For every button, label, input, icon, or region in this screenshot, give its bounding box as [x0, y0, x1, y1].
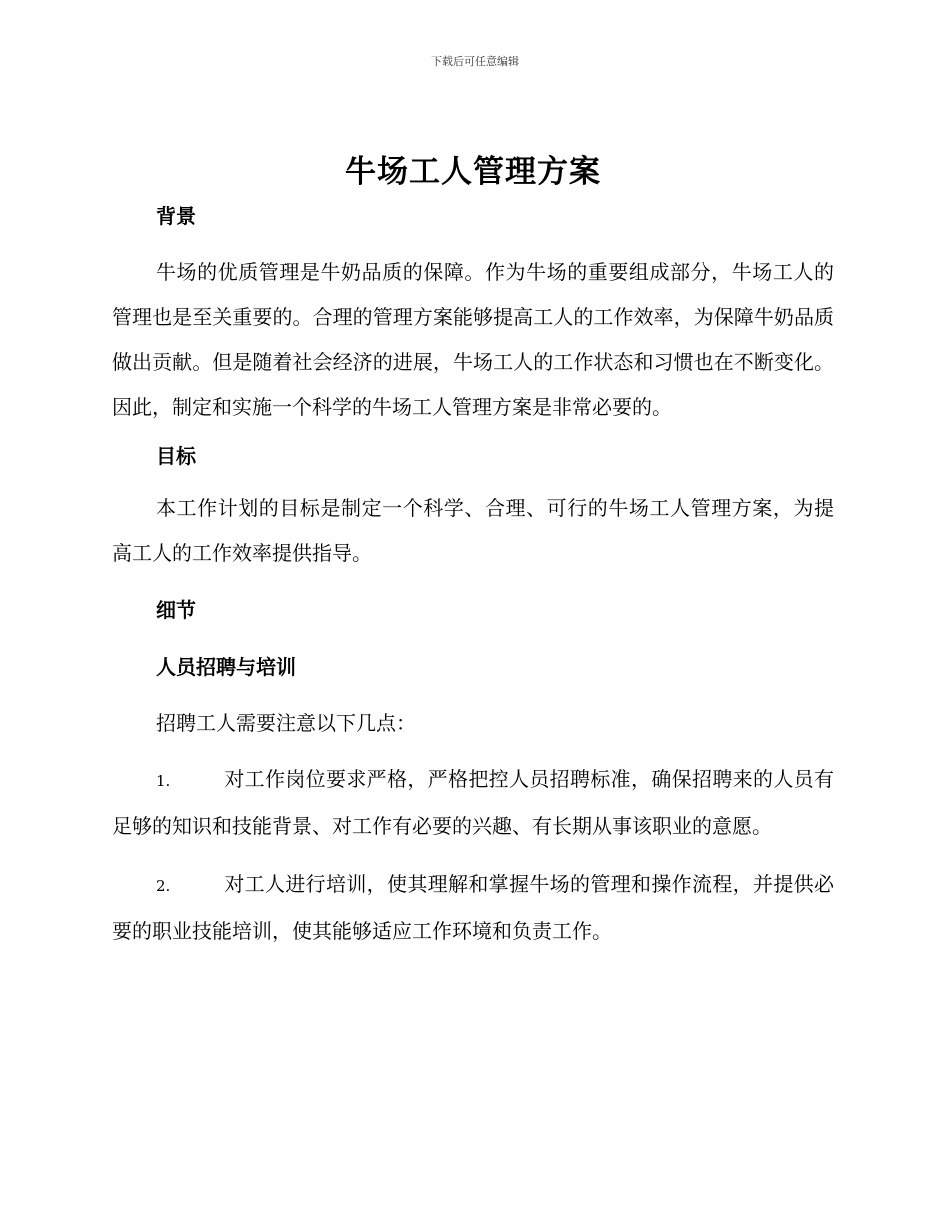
list-item-text: 对工人进行培训，使其理解和掌握牛场的管理和操作流程，并提供必要的职业技能培训，使其能够适应工作环境和负责工作。 — [112, 872, 834, 943]
list-item — [112, 862, 834, 954]
section-heading-background: 背景 — [156, 204, 196, 228]
list-item-number: 1. — [156, 772, 171, 790]
paragraph-goal: 本工作计划的目标是制定一个科学、合理、可行的牛场工人管理方案，为提高工人的工作效率提供指导。 — [112, 496, 834, 565]
list-item — [112, 757, 834, 849]
header-note: 下载后可任意编辑 — [431, 55, 519, 68]
document-title: 牛场工人管理方案 — [345, 154, 601, 190]
paragraph-background: 牛场的优质管理是牛奶品质的保障。作为牛场的重要组成部分，牛场工人的管理也是至关重要的。合理的管理方案能够提高工人的工作效率，为保障牛奶品质做出贡献。但是随着社会经济的进展，牛场工人的工作状态和习惯也在不断变化。因此，制定和实施一个科学的牛场工人管理方案是非常必要的。 — [112, 260, 834, 419]
section-heading-detail: 细节 — [156, 598, 196, 622]
document-body — [112, 146, 834, 954]
section-heading-goal: 目标 — [156, 444, 196, 468]
paragraph-recruitment-intro: 招聘工人需要注意以下几点： — [156, 711, 416, 735]
list-item-number: 2. — [156, 877, 171, 895]
section-heading-recruitment: 人员招聘与培训 — [156, 655, 296, 679]
list-item-text: 对工作岗位要求严格，严格把控人员招聘标准，确保招聘来的人员有足够的知识和技能背景、对工作有必要的兴趣、有长期从事该职业的意愿。 — [112, 767, 834, 838]
